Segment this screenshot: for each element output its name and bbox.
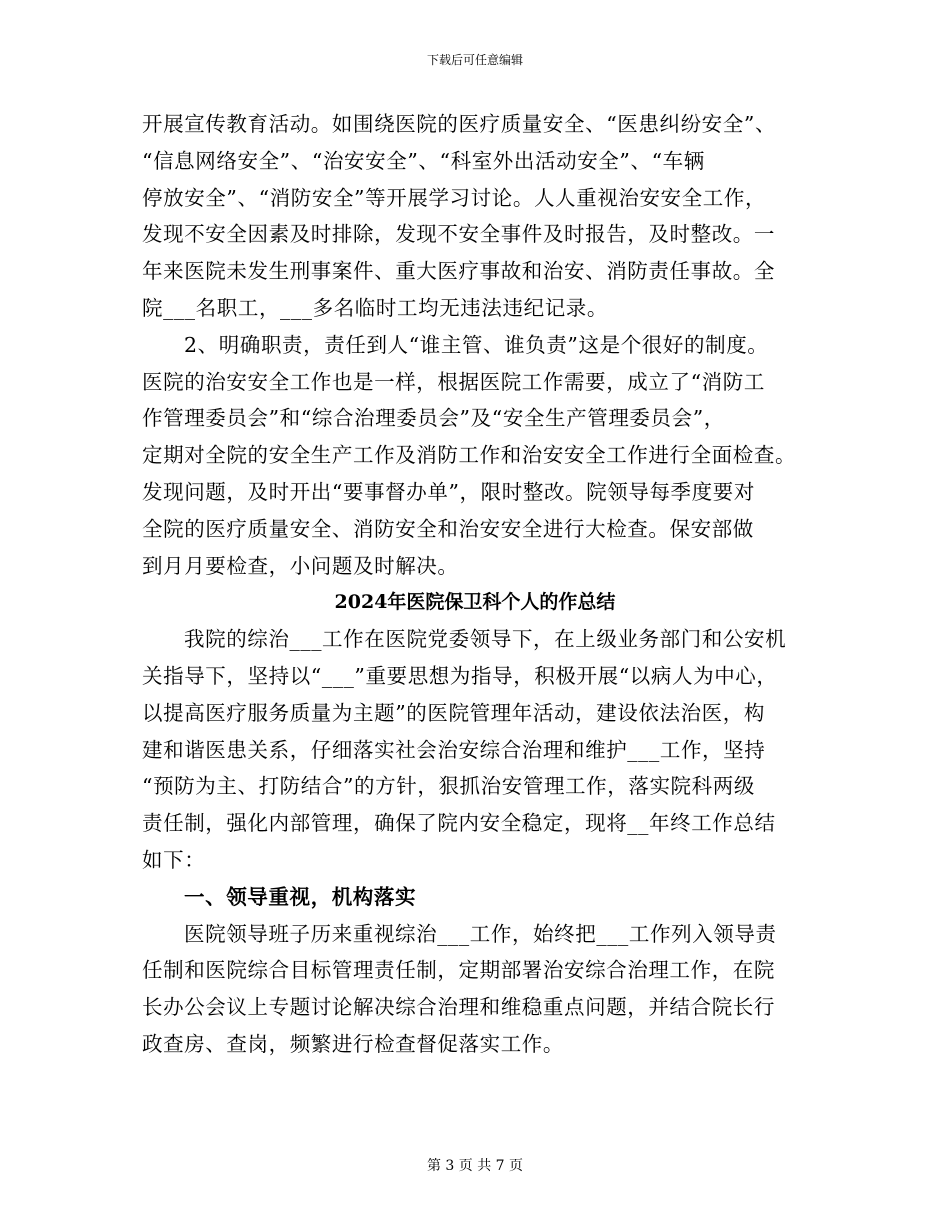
page-number: 第 3 页 共 7 页 <box>426 1158 524 1174</box>
text-line: 发现问题，及时开出“要事督办单”，限时整改。院领导每季度要对 <box>142 479 755 504</box>
text-line: 2、明确职责，责任到人“谁主管、谁负责”这是个很好的制度。 <box>184 332 769 357</box>
text-line: 到月月要检查，小问题及时解决。 <box>142 553 459 578</box>
text-line: 关指导下，坚持以“___”重要思想为指导，积极开展“以病人为中心， <box>142 663 778 688</box>
text-line: 以提高医疗服务质量为主题”的医院管理年活动，建设依法治医，构 <box>142 700 765 725</box>
document-body <box>142 106 808 1063</box>
text-line: “信息网络安全”、“治安安全”、“科室外出活动安全”、“车辆 <box>142 148 705 173</box>
text-line: 责任制，强化内部管理，确保了院内安全稳定，现将__年终工作总结 <box>142 811 776 836</box>
text-line: 医院领导班子历来重视综治___工作，始终把___工作列入领导责 <box>184 921 777 946</box>
text-line: 年来医院未发生刑事案件、重大医疗事故和治安、消防责任事故。全 <box>142 259 775 284</box>
text-line: 政查房、查岗，频繁进行检查督促落实工作。 <box>142 1031 564 1056</box>
text-line: “预防为主、打防结合”的方针，狠抓治安管理工作，落实院科两级 <box>142 774 755 799</box>
text-line: 定期对全院的安全生产工作及消防工作和治安安全工作进行全面检查。 <box>142 443 797 468</box>
text-line: 如下： <box>142 847 206 872</box>
text-line: 作管理委员会”和“综合治理委员会”及“安全生产管理委员会”， <box>142 406 725 431</box>
text-line: 开展宣传教育活动。如围绕医院的医疗质量安全、“医患纠纷安全”、 <box>142 112 777 136</box>
text-line: 发现不安全因素及时排除，发现不安全事件及时报告，及时整改。一 <box>142 222 775 247</box>
text-line: 长办公会议上专题讨论解决综合治理和维稳重点问题，并结合院长行 <box>142 995 775 1020</box>
text-line: 建和谐医患关系，仔细落实社会治安综合治理和维护___工作，坚持 <box>142 737 766 762</box>
section-heading: 一、领导重视，机构落实 <box>184 884 417 909</box>
text-line: 医院的治安安全工作也是一样，根据医院工作需要，成立了“消防工 <box>142 369 765 394</box>
page-header: 下载后可任意编辑 <box>426 53 523 67</box>
text-line: 全院的医疗质量安全、消防安全和治安安全进行大检查。保安部做 <box>142 516 754 541</box>
text-line: 我院的综治___工作在医院党委领导下，在上级业务部门和公安机 <box>184 627 787 652</box>
text-line: 院___名职工，___多名临时工均无违法违纪记录。 <box>142 295 608 320</box>
text-line: 任制和医院综合目标管理责任制，定期部署治安综合治理工作，在院 <box>142 958 775 983</box>
text-line: 停放安全”、“消防安全”等开展学习讨论。人人重视治安安全工作， <box>142 185 767 210</box>
section-title: 2024年医院保卫科个人的作总结 <box>334 591 616 614</box>
